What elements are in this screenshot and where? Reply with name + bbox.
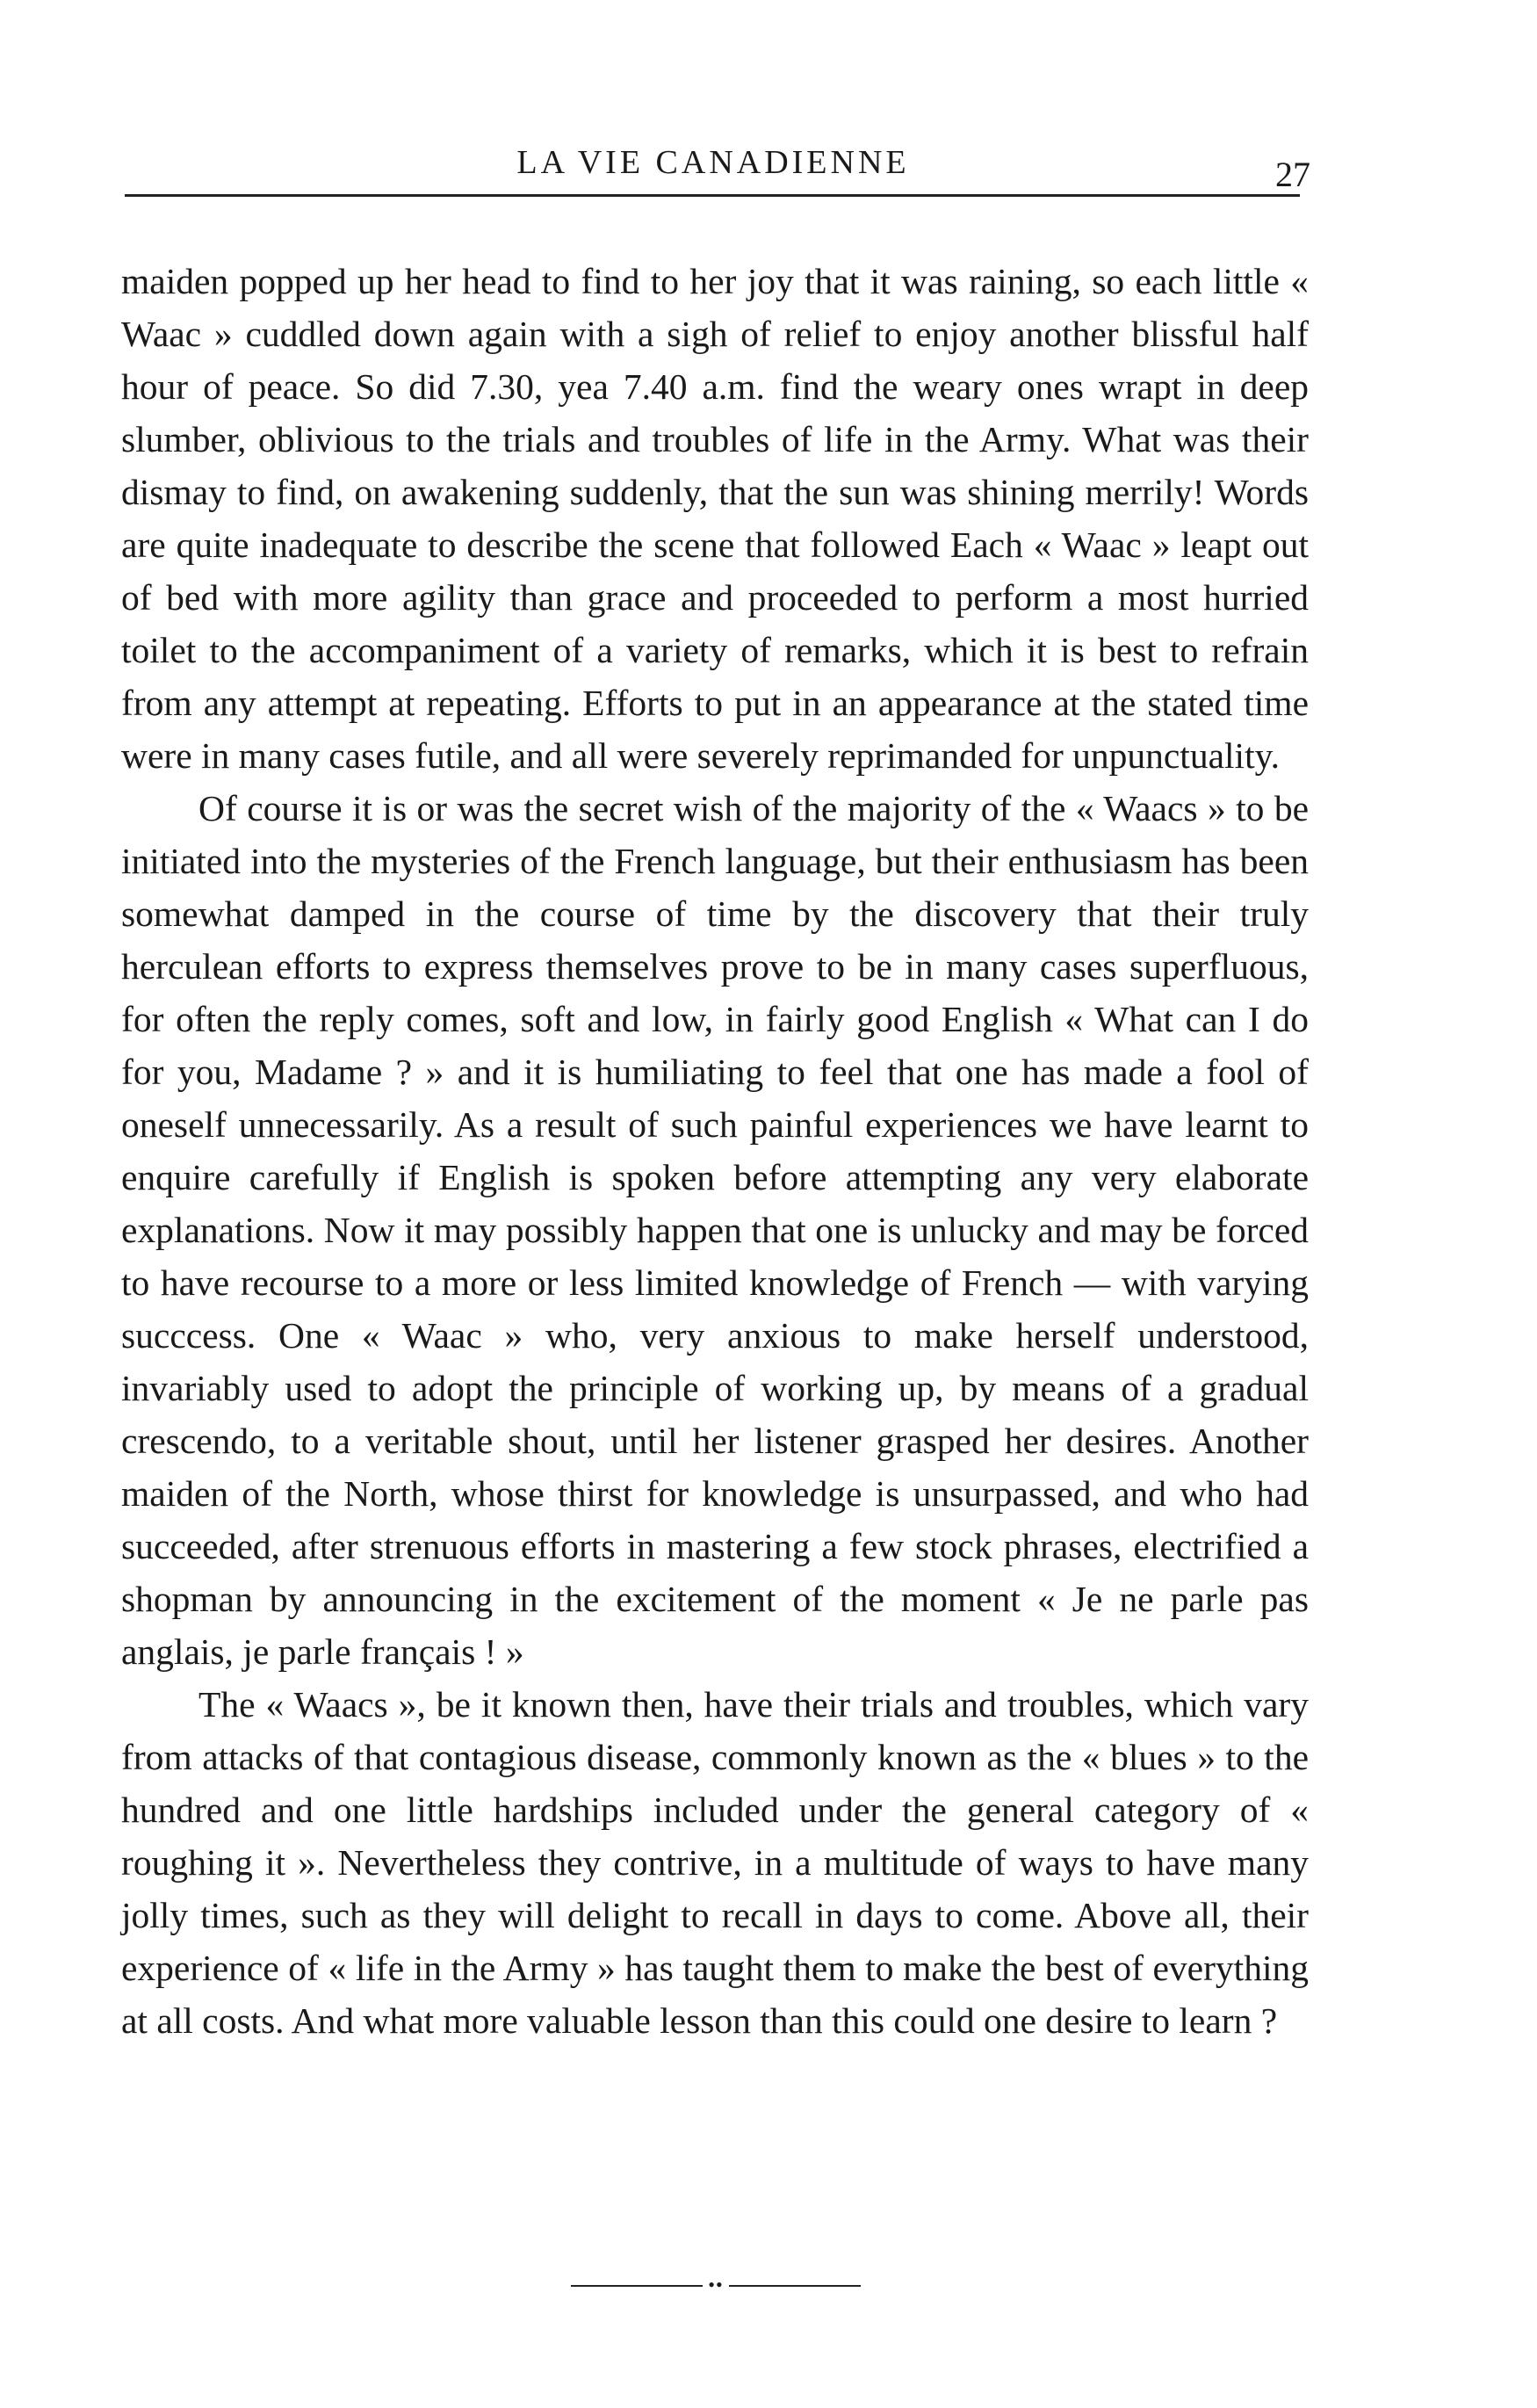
header-rule [125, 194, 1300, 197]
page-number: 27 [1275, 155, 1310, 194]
paragraph-continued: maiden popped up her head to find to her joy that it was raining, so each little « Waac » cuddled down again with a sigh of relief to enjoy another blissful half hour of peace. So did 7.30, yea 7.40 a.m. find the weary ones wrapt in deep slumber, oblivious to the trials and troubles of life in the Army. What was their dismay to find, on awakening suddenly, that the sun was shining merrily! Words are quite inadequate to describe the scene that followed Each « Waac » leapt out of bed with more agility than grace and proceeded to perform a most hurried toilet to the accompaniment of a variety of remarks, which it is best to refrain from any attempt at repeating. Efforts to put in an appearance at the stated time were in many cases futile, and all were severely reprimanded for unpunctuality. [121, 261, 1309, 776]
running-title: LA VIE CANADIENNE [516, 144, 910, 181]
body-text [121, 255, 1309, 2047]
ornament-rule-right [729, 2285, 861, 2287]
running-head [125, 141, 1310, 194]
paragraph: Of course it is or was the secret wish of the majority of the « Waacs » to be initiated into the mysteries of the French language, but their enthusiasm has been somewhat damped in the course of time by the discovery that their truly herculean efforts to express themselves prove to be in many cases superfluous, for often the reply comes, soft and low, in fairly good English « What can I do for you, Madame ? » and it is humiliating to feel that one has made a fool of oneself unnecessarily. As a result of such painful experiences we have learnt to enquire carefully if English is spoken before attempting any very elaborate explanations. Now it may possibly happen that one is unlucky and may be forced to have recourse to a more or less limited knowledge of French — with varying succcess. One « Waac » who, very anxious to make herself understood, invariably used to adopt the principle of working up, by means of a gradual crescendo, to a veritable shout, until her listener grasped her desires. Another maiden of the North, whose thirst for knowledge is unsurpassed, and who had succeeded, after strenuous efforts in mastering a few stock phrases, electrified a shopman by announcing in the excitement of the moment « Je ne parle pas anglais, je parle français ! » [121, 788, 1309, 1672]
end-ornament [571, 2274, 861, 2296]
ornament-dots: •• [708, 2274, 724, 2296]
ornament-rule-left [571, 2285, 703, 2287]
paragraph: The « Waacs », be it known then, have their trials and troubles, which vary from attacks of that contagious disease, commonly known as the « blues » to the hundred and one little hardships included under the general category of « roughing it ». Nevertheless they contrive, in a multitude of ways to have many jolly times, such as they will delight to recall in days to come. Above all, their experience of « life in the Army » has taught them to make the best of everything at all costs. And what more valuable lesson than this could one desire to learn ? [121, 1684, 1309, 2041]
